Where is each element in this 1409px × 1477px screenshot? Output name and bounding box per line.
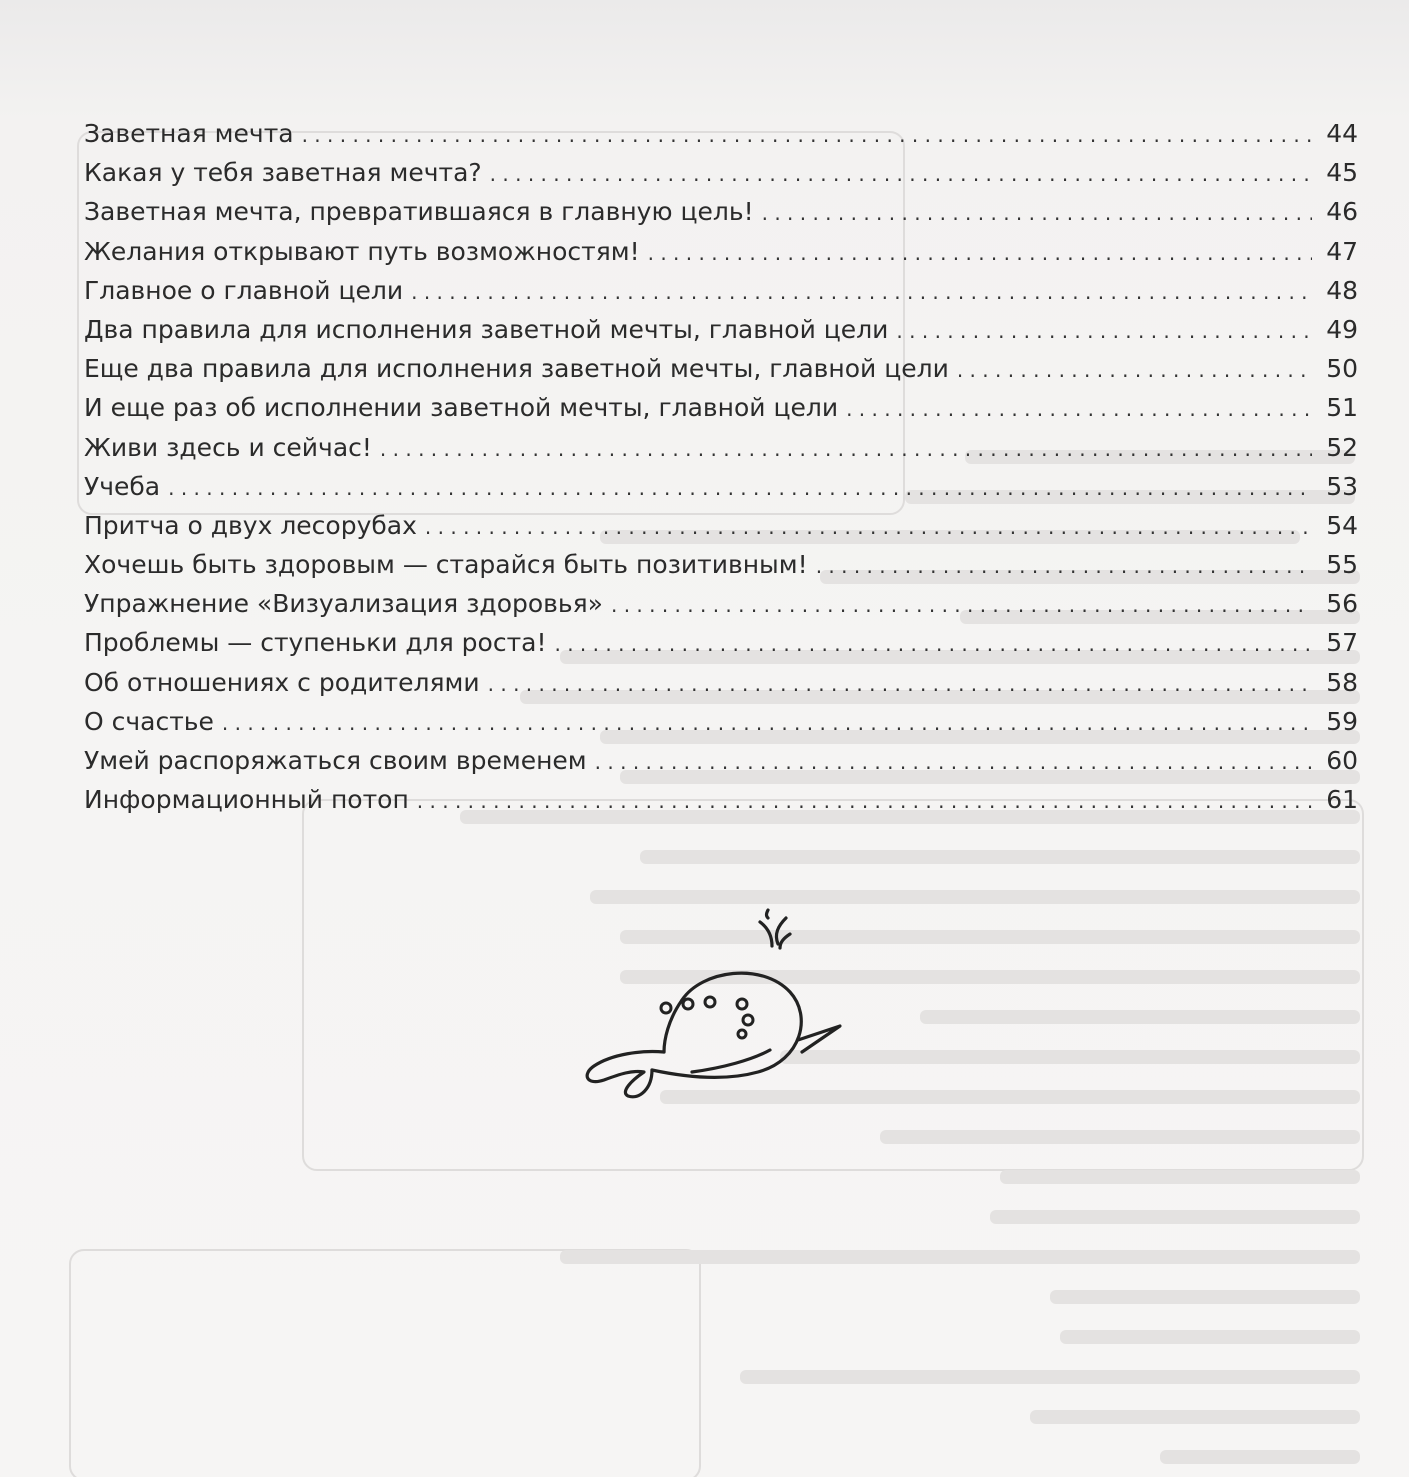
toc-entry[interactable] (84, 511, 1358, 550)
toc-entry-title: Учеба (84, 471, 161, 501)
toc-entry-page: 44 (1326, 119, 1358, 148)
toc-entry[interactable] (84, 550, 1358, 589)
toc-entry-page: 51 (1326, 393, 1358, 423)
toc-entry-page: 45 (1326, 158, 1358, 188)
toc-entry-page: 49 (1326, 314, 1358, 344)
toc-entry-title: Упражнение «Визуализация здоровья» (84, 589, 603, 619)
toc-leader-dots (957, 358, 1312, 382)
toc-leader-dots (380, 437, 1312, 461)
toc-entry[interactable] (84, 628, 1358, 667)
toc-entry-page: 57 (1326, 628, 1358, 658)
toc-entry-title: Живи здесь и сейчас! (84, 432, 372, 462)
toc-entry-title: Притча о двух лесорубах (84, 510, 417, 540)
toc-entry-page: 54 (1326, 510, 1358, 540)
toc-entry-page: 47 (1326, 236, 1358, 266)
toc-entry-page: 58 (1326, 667, 1358, 697)
toc-entry[interactable] (84, 119, 1358, 158)
toc-entry-title: И еще раз об исполнении заветной мечты, главной цели (84, 393, 839, 423)
toc-entry-page: 48 (1326, 275, 1358, 305)
toc-leader-dots (555, 632, 1313, 656)
toc-leader-dots (648, 241, 1312, 265)
toc-leader-dots (762, 201, 1312, 225)
toc-leader-dots (490, 162, 1312, 186)
toc-entry-title: Заветная мечта, превратившаяся в главную цель! (84, 197, 754, 227)
toc-entry-page: 46 (1326, 197, 1358, 227)
toc-entry-page: 55 (1326, 550, 1358, 580)
toc-leader-dots (611, 593, 1312, 617)
toc-entry[interactable] (84, 472, 1358, 511)
toc-leader-dots (595, 750, 1312, 774)
toc-entry-title: Два правила для исполнения заветной мечты, главной цели (84, 314, 889, 344)
narwhal-icon (572, 900, 842, 1110)
toc-entry[interactable] (84, 433, 1358, 472)
toc-entry-title: Заветная мечта (84, 119, 294, 148)
toc-entry-title: Информационный потоп (84, 785, 409, 815)
toc-entry[interactable] (84, 315, 1358, 354)
toc-entry-page: 50 (1326, 354, 1358, 384)
toc-entry-title: Хочешь быть здоровым — старайся быть позитивным! (84, 550, 808, 580)
toc-entry[interactable] (84, 589, 1358, 628)
toc-leader-dots (417, 789, 1312, 813)
toc-entry[interactable] (84, 197, 1358, 236)
toc-leader-dots (896, 319, 1312, 343)
toc-entry-title: Проблемы — ступеньки для роста! (84, 628, 547, 658)
toc-entry[interactable] (84, 276, 1358, 315)
toc-entry-title: Об отношениях с родителями (84, 667, 480, 697)
toc-leader-dots (816, 554, 1312, 578)
toc-entry-title: Умей распоряжаться своим временем (84, 746, 587, 775)
toc-entry-page: 53 (1326, 471, 1358, 501)
toc-entry-page: 59 (1326, 706, 1358, 736)
toc-leader-dots (168, 476, 1312, 500)
toc-entry-page: 60 (1326, 746, 1358, 775)
toc-entry-title: Главное о главной цели (84, 275, 404, 305)
toc-entry-title: Какая у тебя заветная мечта? (84, 158, 482, 188)
toc-entry[interactable] (84, 393, 1358, 432)
toc-leader-dots (302, 123, 1312, 147)
toc-entry[interactable] (84, 707, 1358, 746)
toc-entry-title: Желания открывают путь возможностям! (84, 236, 640, 266)
toc-entry[interactable] (84, 785, 1358, 824)
toc-entry[interactable] (84, 237, 1358, 276)
toc-leader-dots (488, 672, 1312, 696)
toc-leader-dots (411, 280, 1312, 304)
toc-entry[interactable] (84, 158, 1358, 197)
toc-entry-title: О счастье (84, 706, 214, 736)
toc-entry-title: Еще два правила для исполнения заветной мечты, главной цели (84, 354, 949, 384)
toc-entry[interactable] (84, 668, 1358, 707)
toc-entry[interactable] (84, 746, 1358, 785)
toc-entry-page: 61 (1326, 785, 1358, 815)
toc-leader-dots (846, 397, 1312, 421)
toc-entry[interactable] (84, 354, 1358, 393)
table-of-contents (84, 119, 1358, 824)
toc-leader-dots (222, 711, 1312, 735)
toc-entry-page: 52 (1326, 432, 1358, 462)
toc-entry-page: 56 (1326, 589, 1358, 619)
toc-leader-dots (425, 515, 1312, 539)
